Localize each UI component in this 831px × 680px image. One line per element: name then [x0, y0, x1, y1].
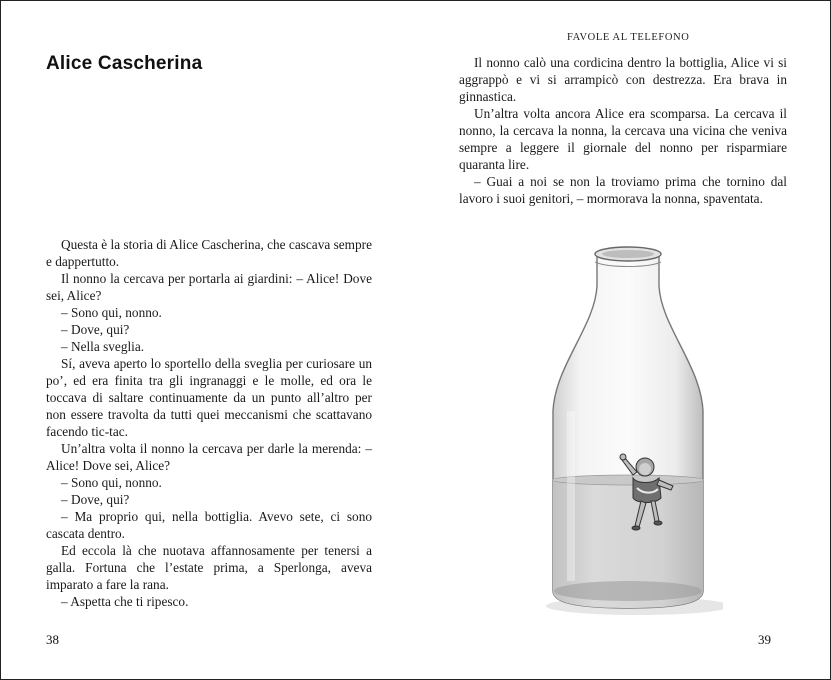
page-number: 38	[46, 632, 59, 647]
paragraph: – Sono qui, nonno.	[61, 475, 162, 490]
paragraph: – Sono qui, nonno.	[61, 305, 162, 320]
paragraph: – Ma proprio qui, nella bottiglia. Avevo sete, ci sono cascata dentro.	[46, 509, 372, 541]
paragraph: Sí, aveva aperto lo sportello della sveglia per curiosare un po’, ed era finita tra gli ingranaggi e le molle, ed ora le toccava di saltare continuamente da un punto all’altro per non essere travolta da tutti quei meccanismi che scattavano facendo tic-tac.	[46, 356, 372, 439]
right-page-body	[459, 54, 787, 207]
paragraph: Un’altra volta il nonno la cercava per darle la merenda: – Alice! Dove sei, Alice?	[46, 441, 372, 473]
left-page	[0, 0, 415, 680]
right-page	[415, 0, 831, 680]
left-page-body	[46, 236, 372, 610]
page-number: 39	[758, 632, 771, 647]
paragraph: – Guai a noi se non la troviamo prima che tornino dal lavoro i suoi genitori, – mormorava la nonna, spaventata.	[459, 174, 787, 206]
chapter-title: Alice Cascherina	[46, 53, 203, 74]
paragraph: – Aspetta che ti ripesco.	[61, 594, 189, 609]
running-head: FAVOLE AL TELEFONO	[567, 32, 690, 43]
paragraph: Il nonno calò una cordicina dentro la bottiglia, Alice vi si aggrappò e vi si arrampicò con destrezza. Era brava in ginnastica.	[459, 55, 787, 104]
bottle-illustration	[533, 236, 723, 616]
paragraph: – Nella sveglia.	[61, 339, 145, 354]
paragraph: – Dove, qui?	[61, 322, 130, 337]
paragraph: Questa è la storia di Alice Cascherina, che cascava sempre e dappertutto.	[46, 237, 372, 269]
paragraph: – Dove, qui?	[61, 492, 130, 507]
paragraph: Un’altra volta ancora Alice era scomparsa. La cercava il nonno, la cercava la nonna, la cercava una vicina che veniva sempre a leggere il giornale del nonno per risparmiare quaranta lire.	[459, 106, 787, 172]
paragraph: Ed eccola là che nuotava affannosamente per tenersi a galla. Fortuna che l’estate prima, a Sperlonga, aveva imparato a fare la rana.	[46, 543, 372, 592]
paragraph: Il nonno la cercava per portarla ai giardini: – Alice! Dove sei, Alice?	[46, 271, 372, 303]
